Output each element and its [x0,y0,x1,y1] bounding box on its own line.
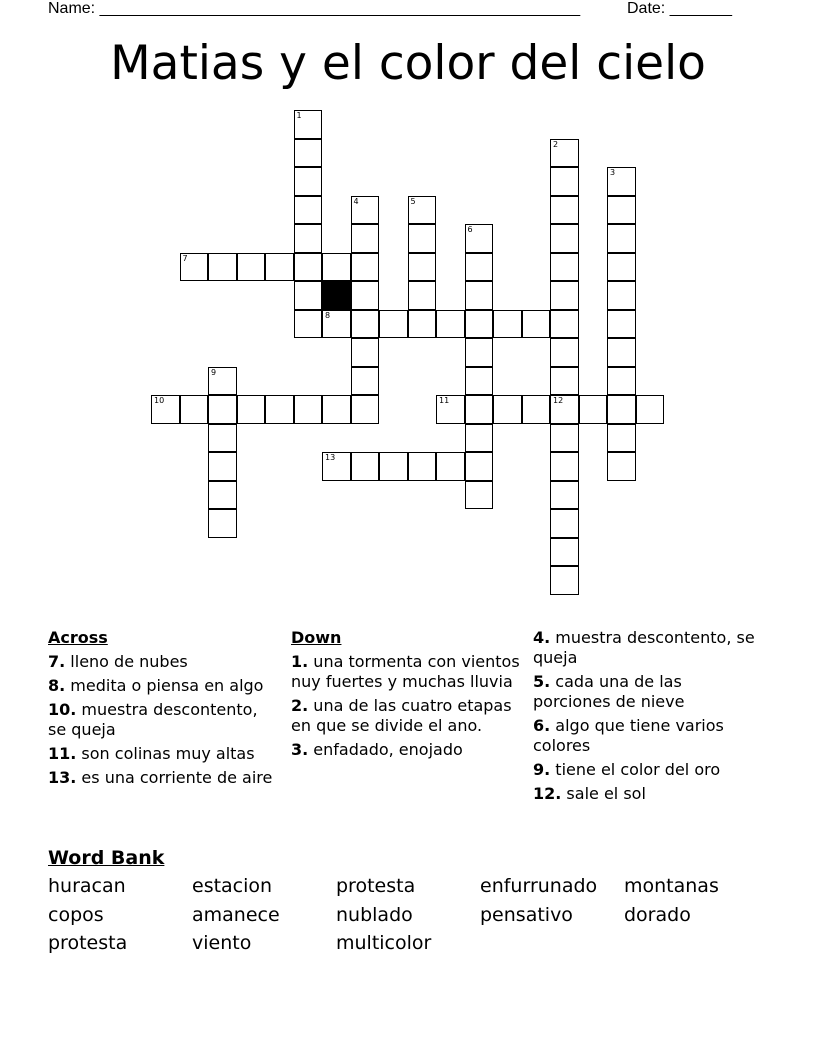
clue-text: sale el sol [561,784,646,803]
grid-cell[interactable] [607,224,636,253]
grid-cell[interactable] [465,424,494,453]
grid-cell[interactable] [294,253,323,282]
clue-text: cada una de las porciones de nieve [533,672,685,711]
page-title: Matias y el color del cielo [110,36,706,91]
grid-cell[interactable] [550,452,579,481]
grid-cell[interactable] [322,395,351,424]
grid-cell[interactable] [408,253,437,282]
clue-item [291,652,526,692]
name-line[interactable]: Name: ______________________________________________________ [48,0,581,17]
grid-cell[interactable] [294,281,323,310]
grid-cell[interactable] [550,424,579,453]
clue-number: 9. [533,760,551,779]
word-bank-word: protesta [48,932,128,954]
grid-cell[interactable] [607,310,636,339]
grid-cell[interactable] [265,253,294,282]
grid-cell[interactable] [351,395,380,424]
grid-cell[interactable] [607,167,636,196]
word-bank-word: protesta [336,875,416,897]
clue-text: lleno de nubes [65,652,188,671]
word-bank-word: viento [192,932,252,954]
grid-cell[interactable] [550,224,579,253]
word-bank-word: dorado [624,904,691,926]
grid-cell[interactable] [351,452,380,481]
clue-item [48,744,278,764]
grid-cell[interactable] [351,310,380,339]
clue-number: 6 [467,225,473,234]
clue-number: 12. [533,784,562,803]
clue-number: 8. [48,676,66,695]
grid-cell[interactable] [579,395,608,424]
grid-cell[interactable] [550,538,579,567]
clue-number: 4 [353,196,359,206]
clue-item [533,672,763,712]
grid-cell[interactable] [607,338,636,367]
grid-cell[interactable] [465,395,494,424]
grid-cell[interactable] [550,509,579,538]
down-clues-continued [533,628,763,808]
word-bank-word: montanas [624,875,719,897]
clue-number: 10 [154,396,165,405]
clue-number: 8 [325,310,331,320]
word-bank-word: amanece [192,904,280,926]
grid-cell[interactable] [208,452,237,481]
grid-cell[interactable] [322,452,351,481]
clue-text: medita o piensa en algo [65,676,264,695]
clue-number: 9 [211,367,217,377]
grid-cell[interactable] [351,338,380,367]
grid-cell[interactable] [436,452,465,481]
grid-cell[interactable] [436,395,465,424]
clue-text: una tormenta con vientos nuy fuertes y muchas lluvia [291,652,520,691]
across-clues [48,628,278,792]
grid-cell[interactable] [208,253,237,282]
grid-cell[interactable] [294,224,323,253]
clue-text: una de las cuatro etapas en que se divide el ano. [291,696,512,735]
grid-cell[interactable] [550,481,579,510]
word-bank-word: huracan [48,875,126,897]
word-bank-word: copos [48,904,104,926]
clue-number: 13 [325,453,336,462]
clue-number: 1 [296,111,302,120]
grid-cell[interactable] [607,196,636,225]
clue-item [48,676,278,696]
grid-cell[interactable] [436,310,465,339]
grid-cell[interactable] [465,367,494,396]
grid-cell[interactable] [550,367,579,396]
clue-number: 6. [533,716,551,735]
grid-cell[interactable] [322,310,351,339]
grid-cell[interactable] [351,367,380,396]
grid-cell[interactable] [607,424,636,453]
clue-item [48,700,278,740]
word-bank-word: nublado [336,904,413,926]
clue-number: 10. [48,700,77,719]
clue-text: muestra descontento, se queja [48,700,258,739]
clue-text: son colinas muy altas [76,744,255,763]
clue-item [533,716,763,756]
grid-cell[interactable] [294,139,323,168]
clue-item [291,740,526,760]
grid-cell[interactable] [208,509,237,538]
grid-cell[interactable] [351,224,380,253]
grid-cell[interactable] [294,167,323,196]
grid-cell[interactable] [408,452,437,481]
grid-cell[interactable] [408,224,437,253]
grid-cell[interactable] [465,452,494,481]
grid-cell[interactable] [351,196,380,225]
grid-cell[interactable] [322,253,351,282]
grid-cell[interactable] [550,281,579,310]
word-bank-word: pensativo [480,904,573,926]
clue-number: 5. [533,672,551,691]
grid-cell[interactable] [607,281,636,310]
grid-cell[interactable] [465,310,494,339]
clue-number: 3. [291,740,309,759]
grid-cell[interactable] [180,253,209,282]
clue-number: 3 [610,168,616,177]
clue-number: 11 [439,396,450,405]
clue-number: 12 [553,396,564,405]
clue-number: 2. [291,696,309,715]
grid-cell[interactable] [379,452,408,481]
grid-cell[interactable] [522,310,551,339]
down-clues [291,628,526,764]
grid-cell[interactable] [550,395,579,424]
grid-cell[interactable] [550,167,579,196]
grid-cell[interactable] [294,196,323,225]
grid-cell[interactable] [636,395,665,424]
clue-number: 13. [48,768,77,787]
grid-cell[interactable] [550,196,579,225]
grid-cell[interactable] [607,367,636,396]
grid-black-cell [322,281,351,310]
grid-cell[interactable] [550,566,579,595]
grid-cell[interactable] [465,481,494,510]
header [48,0,732,18]
grid-cell[interactable] [237,395,266,424]
clue-number: 5 [410,196,416,206]
word-bank-word: multicolor [336,932,432,954]
grid-cell[interactable] [180,395,209,424]
clue-item [533,628,763,668]
grid-cell[interactable] [465,224,494,253]
word-bank-word: enfurrunado [480,875,598,897]
clue-item [48,768,278,788]
grid-cell[interactable] [408,310,437,339]
grid-cell[interactable] [208,481,237,510]
date-line[interactable]: Date: _______ [627,0,732,17]
down-heading: Down [291,628,342,647]
grid-cell[interactable] [550,338,579,367]
grid-cell[interactable] [265,395,294,424]
clue-item [533,784,763,804]
clue-item [291,696,526,736]
grid-cell[interactable] [208,395,237,424]
word-bank-word: estacion [192,875,273,897]
grid-cell[interactable] [550,253,579,282]
grid-cell[interactable] [379,310,408,339]
grid-cell[interactable] [351,281,380,310]
grid-cell[interactable] [465,338,494,367]
grid-cell[interactable] [607,452,636,481]
clue-number: 7 [182,253,188,263]
grid-cell[interactable] [522,395,551,424]
grid-cell[interactable] [493,310,522,339]
grid-cell[interactable] [607,395,636,424]
grid-cell[interactable] [408,196,437,225]
across-heading: Across [48,628,108,647]
grid-cell[interactable] [208,424,237,453]
clue-number: 4. [533,628,551,647]
clue-text: algo que tiene varios colores [533,716,724,755]
grid-cell[interactable] [151,395,180,424]
grid-cell[interactable] [294,395,323,424]
grid-cell[interactable] [237,253,266,282]
clue-number: 2 [553,139,559,149]
clue-text: muestra descontento, se queja [533,628,755,667]
grid-cell[interactable] [294,110,323,139]
grid-cell[interactable] [351,253,380,282]
clue-text: enfadado, enojado [308,740,463,759]
clue-number: 11. [48,744,77,763]
grid-cell[interactable] [607,253,636,282]
clue-number: 7. [48,652,66,671]
grid-cell[interactable] [408,281,437,310]
grid-cell[interactable] [550,310,579,339]
grid-cell[interactable] [493,395,522,424]
grid-cell[interactable] [465,281,494,310]
grid-cell[interactable] [294,310,323,339]
clue-number: 1. [291,652,309,671]
clue-text: es una corriente de aire [76,768,273,787]
clue-text: tiene el color del oro [550,760,721,779]
grid-cell[interactable] [550,139,579,168]
clue-item [48,652,278,672]
grid-cell[interactable] [208,367,237,396]
clue-item [533,760,763,780]
word-bank-title: Word Bank [48,847,165,869]
grid-cell[interactable] [465,253,494,282]
